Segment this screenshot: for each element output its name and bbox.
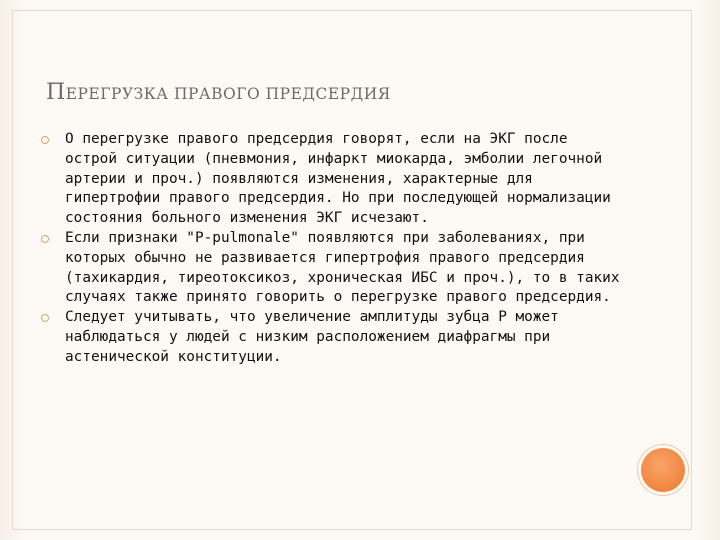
slide-title [46, 80, 391, 105]
circle-bullet-icon [41, 136, 49, 144]
title-initial: П [46, 80, 66, 105]
decorative-circle [641, 448, 685, 492]
circle-bullet-icon [41, 314, 49, 322]
list-item [40, 308, 620, 367]
circle-bullet-icon [41, 235, 49, 243]
list-item [40, 130, 620, 229]
bullet-list [40, 130, 620, 368]
list-item-text: Если признаки "P-pulmonale" появляются при заболеваниях, при которых обычно не развивается гипертрофия правого предсердия (тахикардия, тиреотоксикоз, хроническая ИБС и проч.), то в таких случаях также принято говорить о перегрузке правого предсердия. [65, 229, 620, 306]
title-rest: ЕРЕГРУЗКА ПРАВОГО ПРЕДСЕРДИЯ [65, 85, 391, 103]
list-item-text: О перегрузке правого предсердия говорят, если на ЭКГ после острой ситуации (пневмония, инфаркт миокарда, эмболии легочной артерии и проч.) появляются изменения, характерные для гипертрофии правого предсердия. Но при последующей нормализации состояния больного изменения ЭКГ исчезают. [65, 131, 611, 227]
list-item-text: Следует учитывать, что увеличение амплитуды зубца Р может наблюдаться у людей с низким расположением диафрагмы при астенической конституции. [65, 309, 559, 365]
list-item [40, 229, 620, 308]
